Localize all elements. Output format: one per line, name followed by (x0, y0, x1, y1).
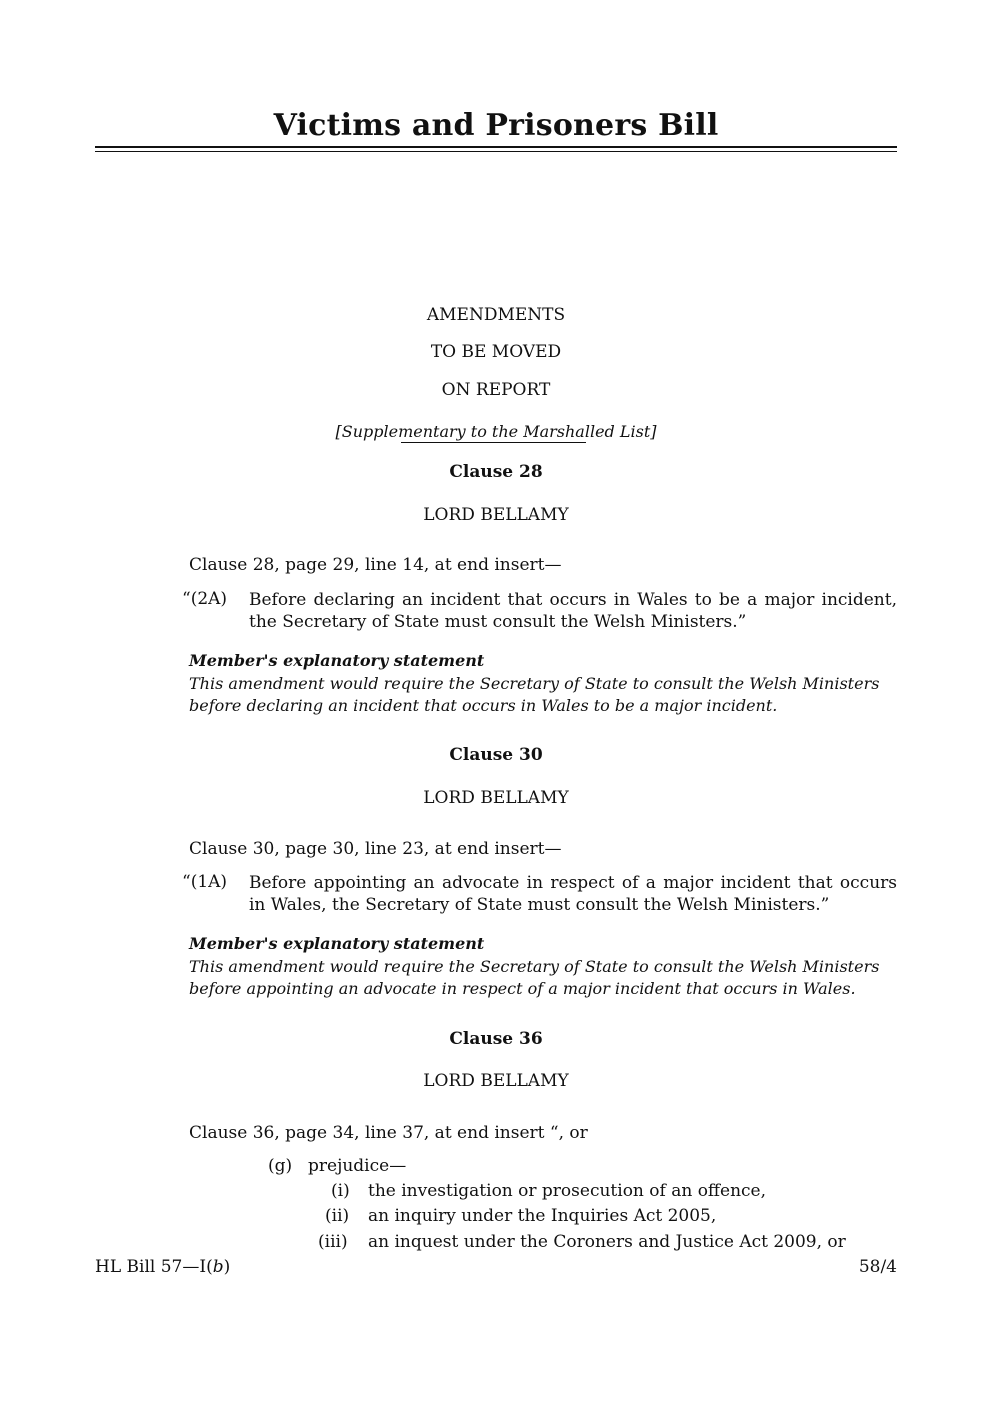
clause-36-sub-item-text: the investigation or prosecution of an offence, (368, 1181, 767, 1201)
clause-36-heading: Clause 36 (449, 1029, 543, 1049)
clause-28-instruction: Clause 28, page 29, line 14, at end insert— (189, 555, 562, 575)
heading-line-to-be-moved: TO BE MOVED (430, 342, 562, 362)
heading-line-on-report: ON REPORT (441, 380, 551, 400)
bill-reference-prefix: HL Bill 57—I( (95, 1257, 213, 1277)
clause-28-insert-number: “(2A) (182, 589, 228, 609)
clause-30-insert-number: “(1A) (182, 872, 228, 892)
clause-36-sub-item-label: (i) (331, 1181, 350, 1201)
clause-36-sub-item-text: an inquiry under the Inquiries Act 2005, (368, 1206, 717, 1226)
document-title: Victims and Prisoners Bill (273, 108, 719, 143)
clause-30-explanatory-text: This amendment would require the Secretary of State to consult the Welsh Ministers before appointing an advocate in respect of a major incident that occurs in Wales. (189, 957, 880, 998)
clause-36-paragraph-label: (g) (268, 1156, 293, 1176)
clause-28-explanatory-text: This amendment would require the Secretary of State to consult the Welsh Ministers before declaring an incident that occurs in Wales to be a major incident. (189, 674, 880, 715)
clause-36-paragraph-text: prejudice— (308, 1156, 407, 1176)
clause-36-member: LORD BELLAMY (423, 1071, 569, 1091)
heading-line-amendments: AMENDMENTS (426, 305, 566, 325)
clause-36-sub-item-label: (ii) (325, 1206, 350, 1226)
bill-reference-print: b (212, 1257, 224, 1277)
clause-28-insert-text: Before declaring an incident that occurs in Wales to be a major incident, the Secretary of State must consult the Welsh Ministers.” (249, 590, 897, 632)
page-reference: 58/4 (858, 1257, 897, 1277)
clause-30-instruction: Clause 30, page 30, line 23, at end insert— (189, 839, 562, 859)
bill-reference-suffix: ) (223, 1257, 231, 1277)
title-rule-thick (95, 146, 897, 148)
supplementary-underline (401, 442, 586, 443)
title-rule-thin (95, 151, 897, 152)
clause-28-heading: Clause 28 (449, 462, 543, 482)
clause-28-explanatory-heading: Member's explanatory statement (189, 651, 485, 670)
clause-30-member: LORD BELLAMY (423, 788, 569, 808)
clause-36-instruction: Clause 36, page 34, line 37, at end insert “, or (189, 1123, 588, 1143)
clause-30-heading: Clause 30 (449, 745, 543, 765)
clause-30-insert-text: Before appointing an advocate in respect of a major incident that occurs in Wales, the Secretary of State must consult the Welsh Ministers.” (249, 873, 897, 915)
supplementary-note: [Supplementary to the Marshalled List] (335, 422, 657, 441)
clause-36-sub-item-text: an inquest under the Coroners and Justice Act 2009, or (368, 1232, 846, 1252)
clause-30-explanatory-heading: Member's explanatory statement (189, 934, 485, 953)
bill-reference (95, 1257, 230, 1277)
clause-28-member: LORD BELLAMY (423, 505, 569, 525)
clause-36-sub-item-label: (iii) (318, 1232, 348, 1252)
